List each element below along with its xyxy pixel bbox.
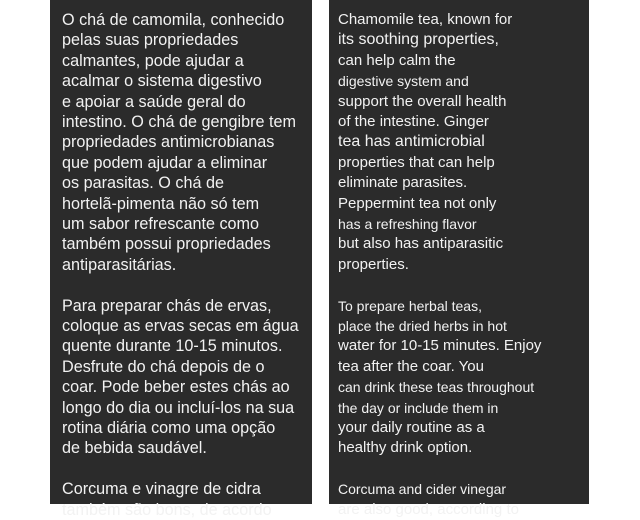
- paragraph-turmeric-pt: [62, 479, 312, 520]
- paragraph-gap: [338, 459, 589, 480]
- text-line: hortelã-pimenta não só tem: [62, 194, 260, 213]
- text-line: acalmar o sistema digestivo: [62, 72, 262, 91]
- paragraph-preparation-pt: [62, 296, 312, 459]
- paragraph-gap: [62, 275, 312, 296]
- text-line: properties.: [338, 255, 409, 273]
- text-line: pelas suas propriedades: [62, 31, 239, 50]
- text-line: properties that can help: [338, 153, 495, 171]
- text-line: O chá de camomila, conhecido: [62, 11, 285, 29]
- text-line: e apoiar a saúde geral do: [62, 92, 246, 111]
- text-line: coloque as ervas secas em água: [62, 317, 299, 336]
- text-line: longo do dia ou incluí-los na sua: [62, 398, 295, 417]
- text-line: quente durante 10-15 minutos.: [62, 337, 283, 356]
- text-line: um sabor refrescante como: [62, 214, 260, 233]
- english-text-panel: [329, 0, 589, 518]
- text-line: can help calm the: [338, 51, 456, 69]
- paragraph-herbal-teas-pt: [62, 10, 312, 275]
- text-line: tea after the coar. You: [338, 357, 484, 375]
- text-line: eliminate parasites.: [338, 174, 468, 192]
- text-line: To prepare herbal teas,: [338, 297, 482, 314]
- paragraph-gap: [62, 459, 312, 480]
- text-line: are also good, according to: [338, 500, 519, 518]
- text-line: of the intestine. Ginger: [338, 112, 489, 130]
- text-line: water for 10-15 minutes. Enjoy: [338, 337, 542, 355]
- text-line: propriedades antimicrobianas: [62, 133, 275, 152]
- text-line: the day or include them in: [338, 399, 499, 416]
- paragraph-herbal-teas-en: [338, 10, 589, 275]
- text-line: Para preparar chás de ervas,: [62, 296, 272, 315]
- text-line: has a refreshing flavor: [338, 215, 477, 232]
- text-line: its soothing properties,: [338, 31, 499, 49]
- text-line: digestive system and: [338, 73, 469, 90]
- text-line: que podem ajudar a eliminar: [62, 153, 268, 172]
- text-line: Desfrute do chá depois de o: [62, 357, 265, 376]
- text-line: também são bons, de acordo: [62, 500, 272, 519]
- text-line: Chamomile tea, known for: [338, 11, 513, 28]
- text-line: can drink these teas throughout: [338, 379, 535, 396]
- text-line: de bebida saudável.: [62, 439, 207, 458]
- paragraph-gap: [338, 275, 589, 296]
- text-line: your daily routine as a: [338, 419, 485, 437]
- text-line: place the dried herbs in hot: [338, 318, 507, 335]
- text-line: coar. Pode beber estes chás ao: [62, 378, 290, 397]
- text-line: intestino. O chá de gengibre tem: [62, 112, 296, 131]
- text-line: também possui propriedades: [62, 235, 271, 254]
- paragraph-turmeric-en: [338, 479, 589, 520]
- paragraph-preparation-en: [338, 296, 589, 459]
- text-line: rotina diária como uma opção: [62, 419, 276, 438]
- text-line: antiparasitárias.: [62, 255, 177, 274]
- text-line: tea has antimicrobial: [338, 133, 485, 151]
- text-line: healthy drink option.: [338, 439, 473, 457]
- text-line: Corcuma and cider vinegar: [338, 481, 507, 498]
- text-line: os parasitas. O chá de: [62, 174, 224, 193]
- text-line: Peppermint tea not only: [338, 194, 497, 212]
- text-line: calmantes, pode ajudar a: [62, 51, 244, 70]
- text-line: but also has antiparasitic: [338, 235, 504, 253]
- text-line: support the overall health: [338, 92, 507, 110]
- portuguese-text-panel: [50, 0, 312, 519]
- text-line: Corcuma e vinagre de cidra: [62, 480, 261, 499]
